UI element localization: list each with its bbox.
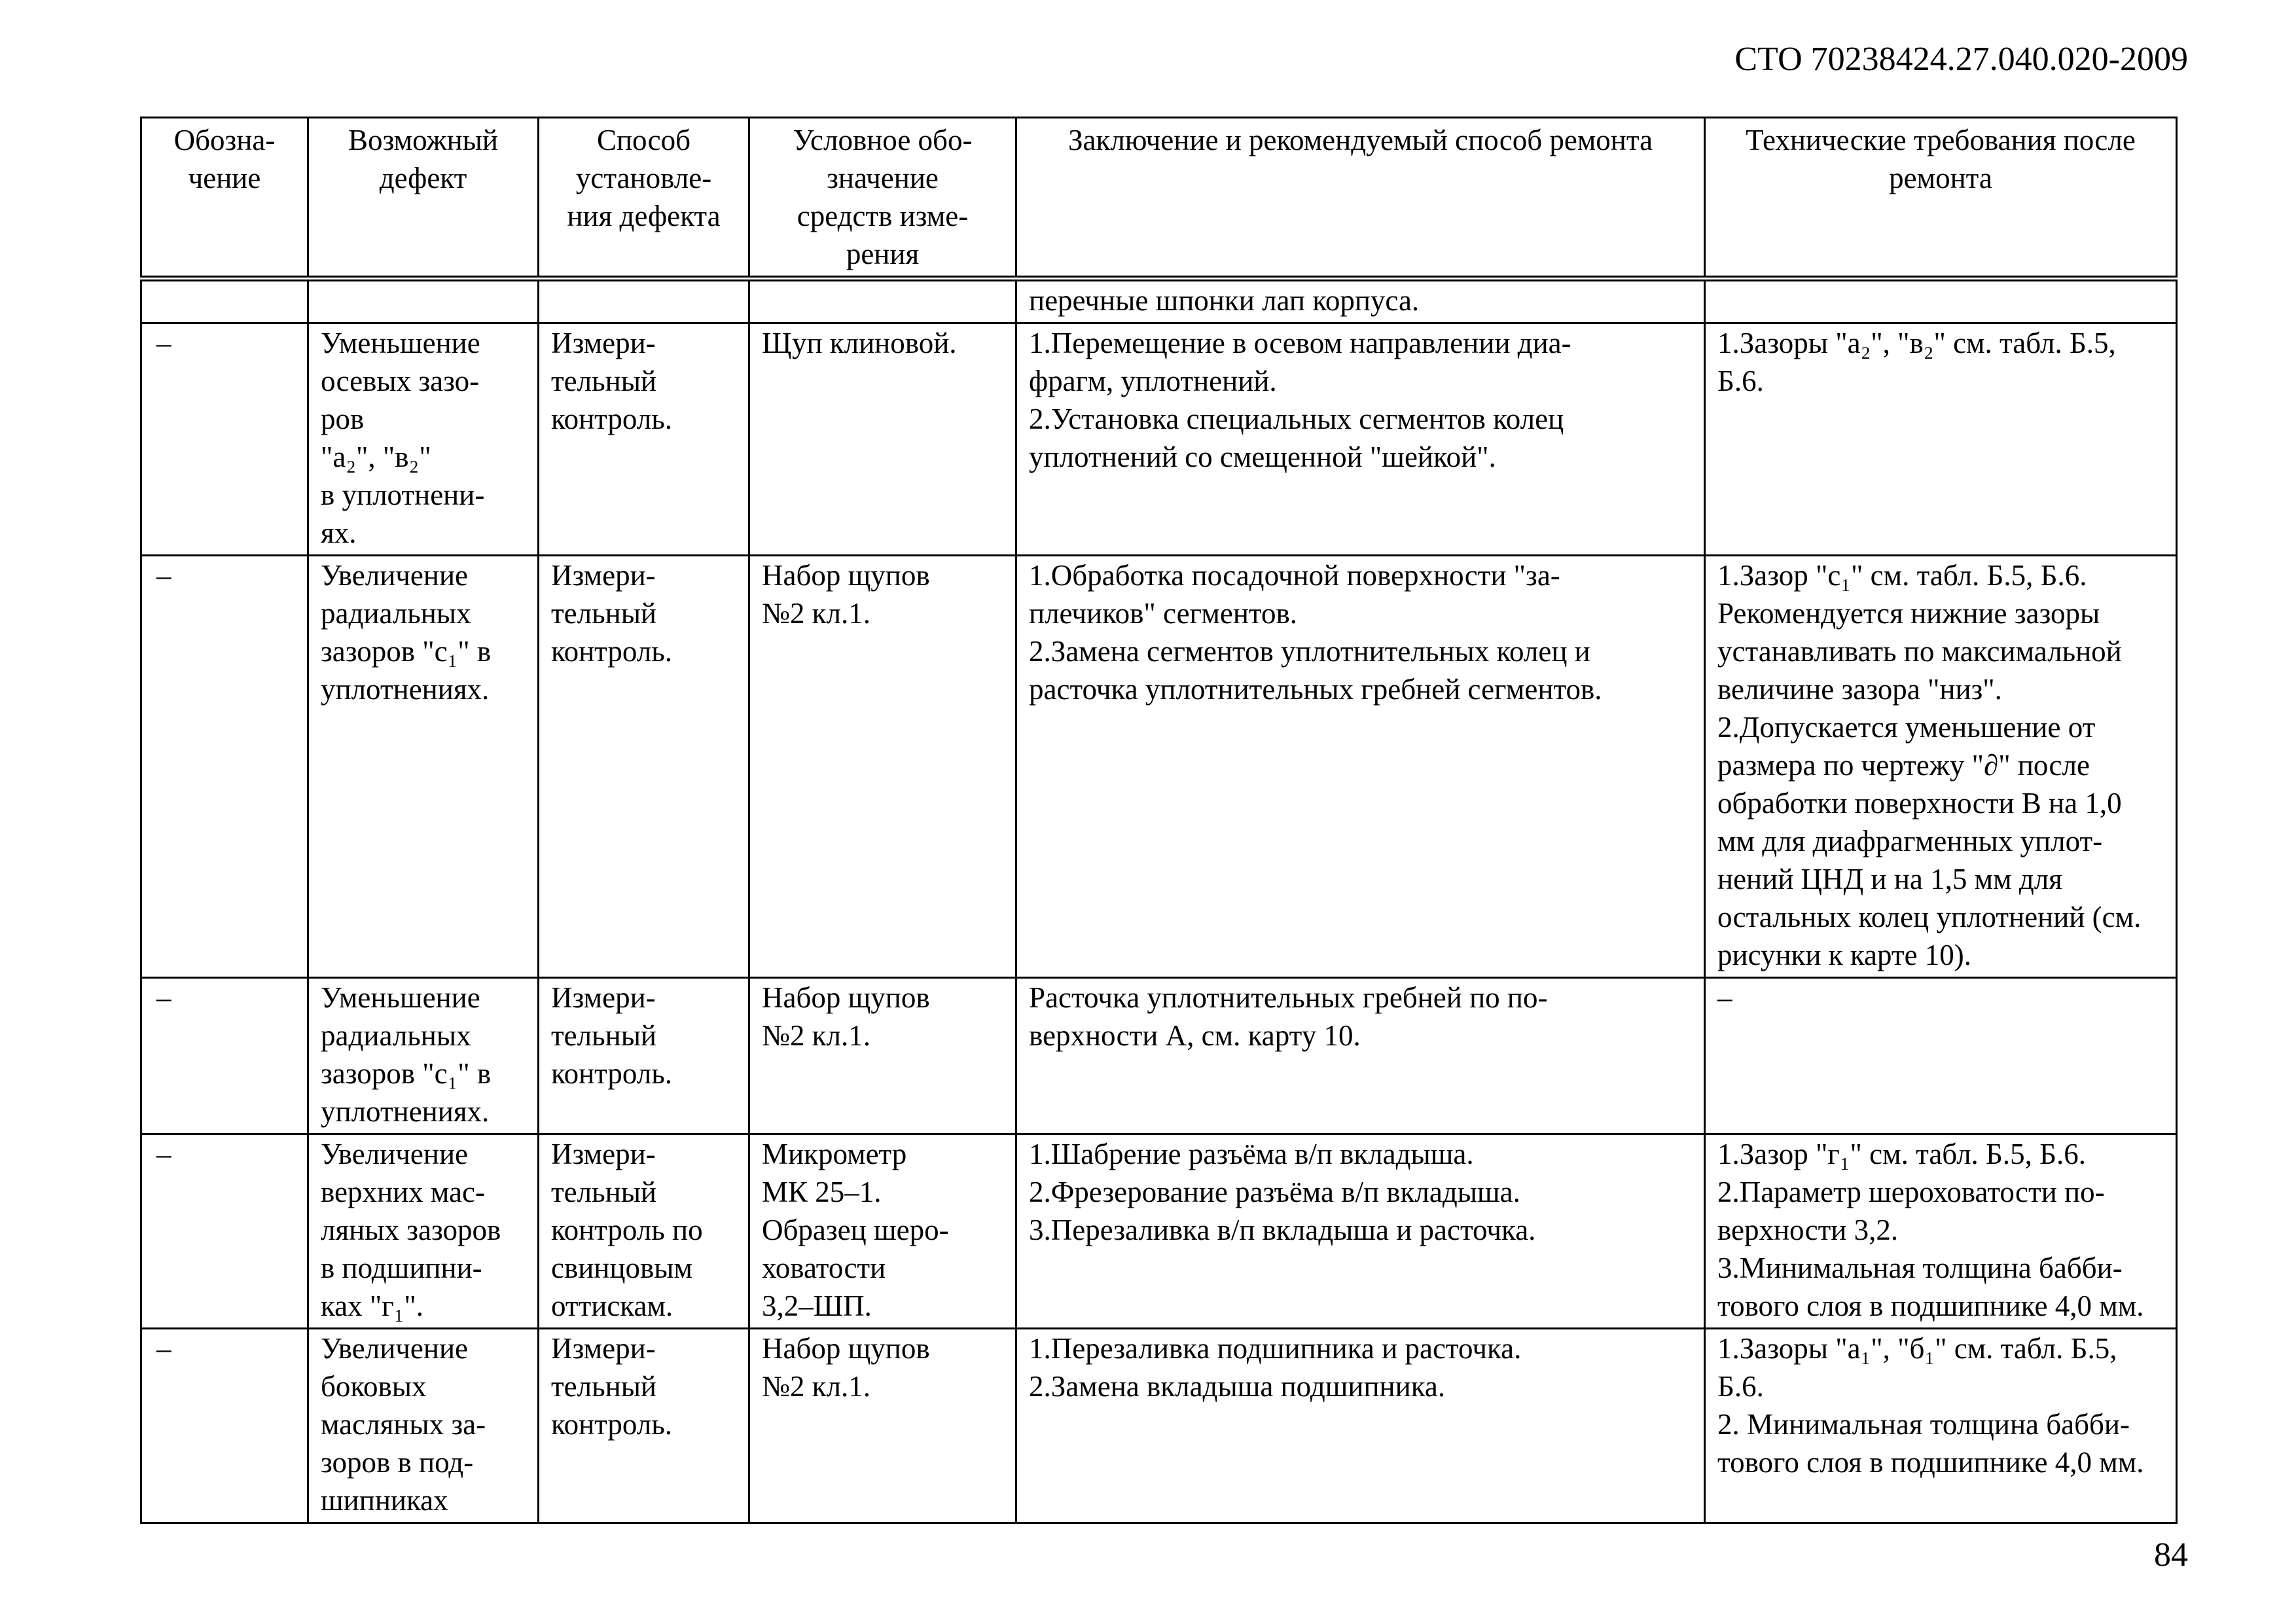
cell-requirements: 1.Зазоры "а₂", "в₂" см. табл. Б.5, Б.6. bbox=[1705, 323, 2177, 556]
cell-requirements bbox=[1705, 279, 2177, 323]
column-header-instrument: Условное обо- значение средств изме- рения bbox=[749, 118, 1016, 279]
cell-instrument bbox=[749, 279, 1016, 323]
cell-instrument: Набор щупов №2 кл.1. bbox=[749, 978, 1016, 1134]
cell-detection-method: Измери- тельный контроль. bbox=[539, 323, 749, 556]
cell-detection-method: Измери- тельный контроль. bbox=[539, 978, 749, 1134]
cell-defect: Увеличение боковых масляных за- зоров в под- шипниках bbox=[308, 1329, 539, 1523]
defect-table bbox=[140, 117, 2178, 1524]
cell-detection-method: Измери- тельный контроль. bbox=[539, 556, 749, 978]
cell-defect: Увеличение радиальных зазоров "с₁" в уплотнениях. bbox=[308, 556, 539, 978]
cell-repair: Расточка уплотнительных гребней по по- верхности А, см. карту 10. bbox=[1016, 978, 1705, 1134]
cell-defect bbox=[308, 279, 539, 323]
cell-repair: 1.Перезаливка подшипника и расточка. 2.Замена вкладыша подшипника. bbox=[1016, 1329, 1705, 1523]
cell-requirements: 1.Зазор "г₁" см. табл. Б.5, Б.6. 2.Параметр шероховатости по- верхности 3,2. 3.Минимальная толщина бабби- тового слоя в подшипнике 4,0 мм. bbox=[1705, 1134, 2177, 1329]
cell-instrument: Микрометр МК 25–1. Образец шеро- ховатости 3,2–ШП. bbox=[749, 1134, 1016, 1329]
cell-detection-method: Измери- тельный контроль по свинцовым оттискам. bbox=[539, 1134, 749, 1329]
cell-designation: – bbox=[141, 978, 308, 1134]
cell-defect: Увеличение верхних мас- ляных зазоров в подшипни- ках "г₁". bbox=[308, 1134, 539, 1329]
cell-repair: перечные шпонки лап корпуса. bbox=[1016, 279, 1705, 323]
cell-instrument: Набор щупов №2 кл.1. bbox=[749, 1329, 1016, 1523]
table-row bbox=[141, 1329, 2177, 1523]
cell-designation: – bbox=[141, 1134, 308, 1329]
table-row bbox=[141, 279, 2177, 323]
cell-designation: – bbox=[141, 1329, 308, 1523]
cell-requirements: 1.Зазоры "а₁", "б₁" см. табл. Б.5, Б.6. 2. Минимальная толщина бабби- тового слоя в подшипнике 4,0 мм. bbox=[1705, 1329, 2177, 1523]
table-header-row bbox=[141, 118, 2177, 279]
cell-instrument: Щуп клиновой. bbox=[749, 323, 1016, 556]
cell-requirements: 1.Зазор "с₁" см. табл. Б.5, Б.6. Рекомендуется нижние зазоры устанавливать по максимальной величине зазора "низ". 2.Допускается уменьшение от размера по чертежу "∂" после обработки поверхности В на 1,0 мм для диафрагменных уплот- нений ЦНД и на 1,5 мм для остальных колец уплотнений (см. рисунки к карте 10). bbox=[1705, 556, 2177, 978]
column-header-detection-method: Способ установле- ния дефекта bbox=[539, 118, 749, 279]
cell-designation: – bbox=[141, 323, 308, 556]
column-header-repair: Заключение и рекомендуемый способ ремонта bbox=[1016, 118, 1705, 279]
cell-repair: 1.Обработка посадочной поверхности "за- плечиков" сегментов. 2.Замена сегментов уплотнительных колец и расточка уплотнительных гребней сегментов. bbox=[1016, 556, 1705, 978]
column-header-designation: Обозна- чение bbox=[141, 118, 308, 279]
cell-defect: Уменьшение осевых зазо- ров "а₂", "в₂" в уплотнени- ях. bbox=[308, 323, 539, 556]
column-header-defect: Возможный дефект bbox=[308, 118, 539, 279]
cell-repair: 1.Перемещение в осевом направлении диа- фрагм, уплотнений. 2.Установка специальных сегментов колец уплотнений со смещенной "шейкой". bbox=[1016, 323, 1705, 556]
cell-defect: Уменьшение радиальных зазоров "с₁" в уплотнениях. bbox=[308, 978, 539, 1134]
table-row bbox=[141, 323, 2177, 556]
table-row bbox=[141, 556, 2177, 978]
cell-detection-method bbox=[539, 279, 749, 323]
table-row bbox=[141, 978, 2177, 1134]
table-row bbox=[141, 1134, 2177, 1329]
cell-designation bbox=[141, 279, 308, 323]
cell-instrument: Набор щупов №2 кл.1. bbox=[749, 556, 1016, 978]
cell-requirements: – bbox=[1705, 978, 2177, 1134]
column-header-requirements: Технические требования после ремонта bbox=[1705, 118, 2177, 279]
cell-repair: 1.Шабрение разъёма в/п вкладыша. 2.Фрезерование разъёма в/п вкладыша. 3.Перезаливка в/п вкладыша и расточка. bbox=[1016, 1134, 1705, 1329]
document-code: СТО 70238424.27.040.020-2009 bbox=[1734, 41, 2188, 78]
cell-detection-method: Измери- тельный контроль. bbox=[539, 1329, 749, 1523]
page-number: 84 bbox=[2154, 1536, 2188, 1574]
cell-designation: – bbox=[141, 556, 308, 978]
